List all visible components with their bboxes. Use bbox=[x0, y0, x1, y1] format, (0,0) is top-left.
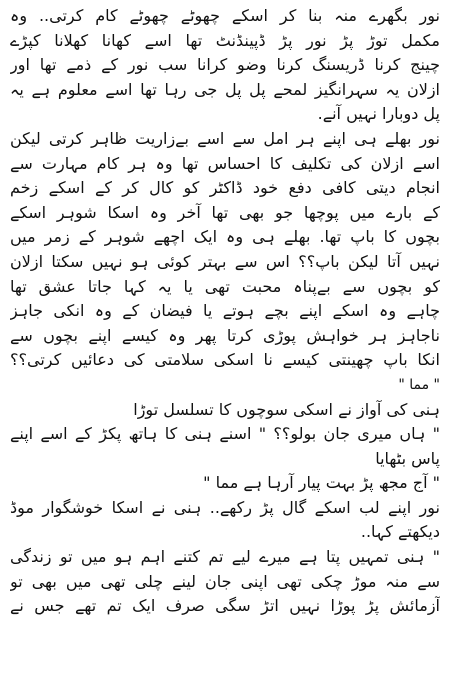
text-line: " ہنی تمہیں پتا ہے میرے لیے تم کتنے اہم ہو میں تو زندگی bbox=[10, 547, 440, 567]
text-line: " آج مجھ پڑ بہت پیار آرہا ہے مما " bbox=[203, 473, 440, 493]
text-line: نور بھلے ہی اپنے ہر امل سے اسے بےزاریت ظاہر کرتی لیکن bbox=[10, 128, 440, 148]
text-line: دیکھتے کہا.. bbox=[360, 522, 440, 542]
text-line: انکا باپ چھینتی کیسے نا اسکی سلامتی کی دعائیں کرتی؟؟ bbox=[10, 350, 440, 370]
text-line: انجام دیتی کافی دفع خود ڈاکٹر کو کال کر کے اسکے زخم bbox=[10, 178, 440, 198]
text-line: نور بگھرے منہ بنا کر اسکے چھوٹے چھوٹے کام کرتی.. وہ bbox=[10, 6, 440, 25]
text-line: چینج کرنا ڈریسنگ کرنا وضو کرانا سب نور کے ذمے تھا اور bbox=[10, 55, 440, 75]
text-line: نور اپنے لب اسکے گال پڑ رکھے.. ہنی نے اسکا خوشگوار موڈ bbox=[10, 497, 440, 517]
text-line: " مما " bbox=[398, 376, 440, 393]
text-line: نہیں آتا لیکن باپ؟؟ اس سے بہتر کوئی ہو نہیں سکتا ازلان bbox=[10, 251, 440, 271]
text-line: پاس بٹھایا bbox=[375, 448, 440, 468]
text-line: ازلان یہ سہرانگیز لمحے پل پل جی رہا تھا اسے معلوم ہے یہ bbox=[10, 79, 440, 99]
text-line: " ہاں میری جان بولو؟؟ " اسنے ہنی کا ہاتھ پکڑ کے اسے اپنے bbox=[10, 424, 440, 444]
text-line: کے بارے میں پوچھا جو بھی تھا آخر وہ اسکا شوہر اسکے bbox=[10, 202, 440, 222]
text-line: ہنی کی آواز نے اسکی سوچوں کا تسلسل توڑا bbox=[133, 399, 440, 419]
text-line: ناجاہز ہر خواہش پوڑی کرتا پھر وہ کیسے اپنے بچوں سے bbox=[10, 325, 440, 345]
text-line: بچوں کا باپ تھا. بھلے ہی وہ ایک اچھے شوہر کے زمر میں bbox=[10, 227, 440, 247]
text-line: چاہے وہ اسکے اپنے بچے ہوتے یا فیضان کے وہ انکی جاہز bbox=[10, 301, 440, 321]
text-line: مکمل توڑ پڑ نور پڑ ڈپینڈنٹ تھا اسے کھانا کھلانا کپڑے bbox=[10, 30, 440, 50]
text-line: اسے ازلان کی تکلیف کا احساس تھا وہ ہر کام مہارت سے bbox=[10, 153, 440, 173]
text-line: پل دوبارا نہیں آنے. bbox=[317, 104, 440, 124]
text-line: آزمائش پڑ پوڑا نہیں اتڑ سگی صرف ایک تم تھے جس نے bbox=[10, 596, 440, 616]
text-line: سے منہ موڑ چکی تھی اپنی جان لینے چلی تھی میں بھی تو bbox=[10, 571, 440, 591]
text-line: کو بچوں سے بےپناہ محبت تھی یا یہ کہا جاتا عشق تھا bbox=[10, 276, 440, 296]
